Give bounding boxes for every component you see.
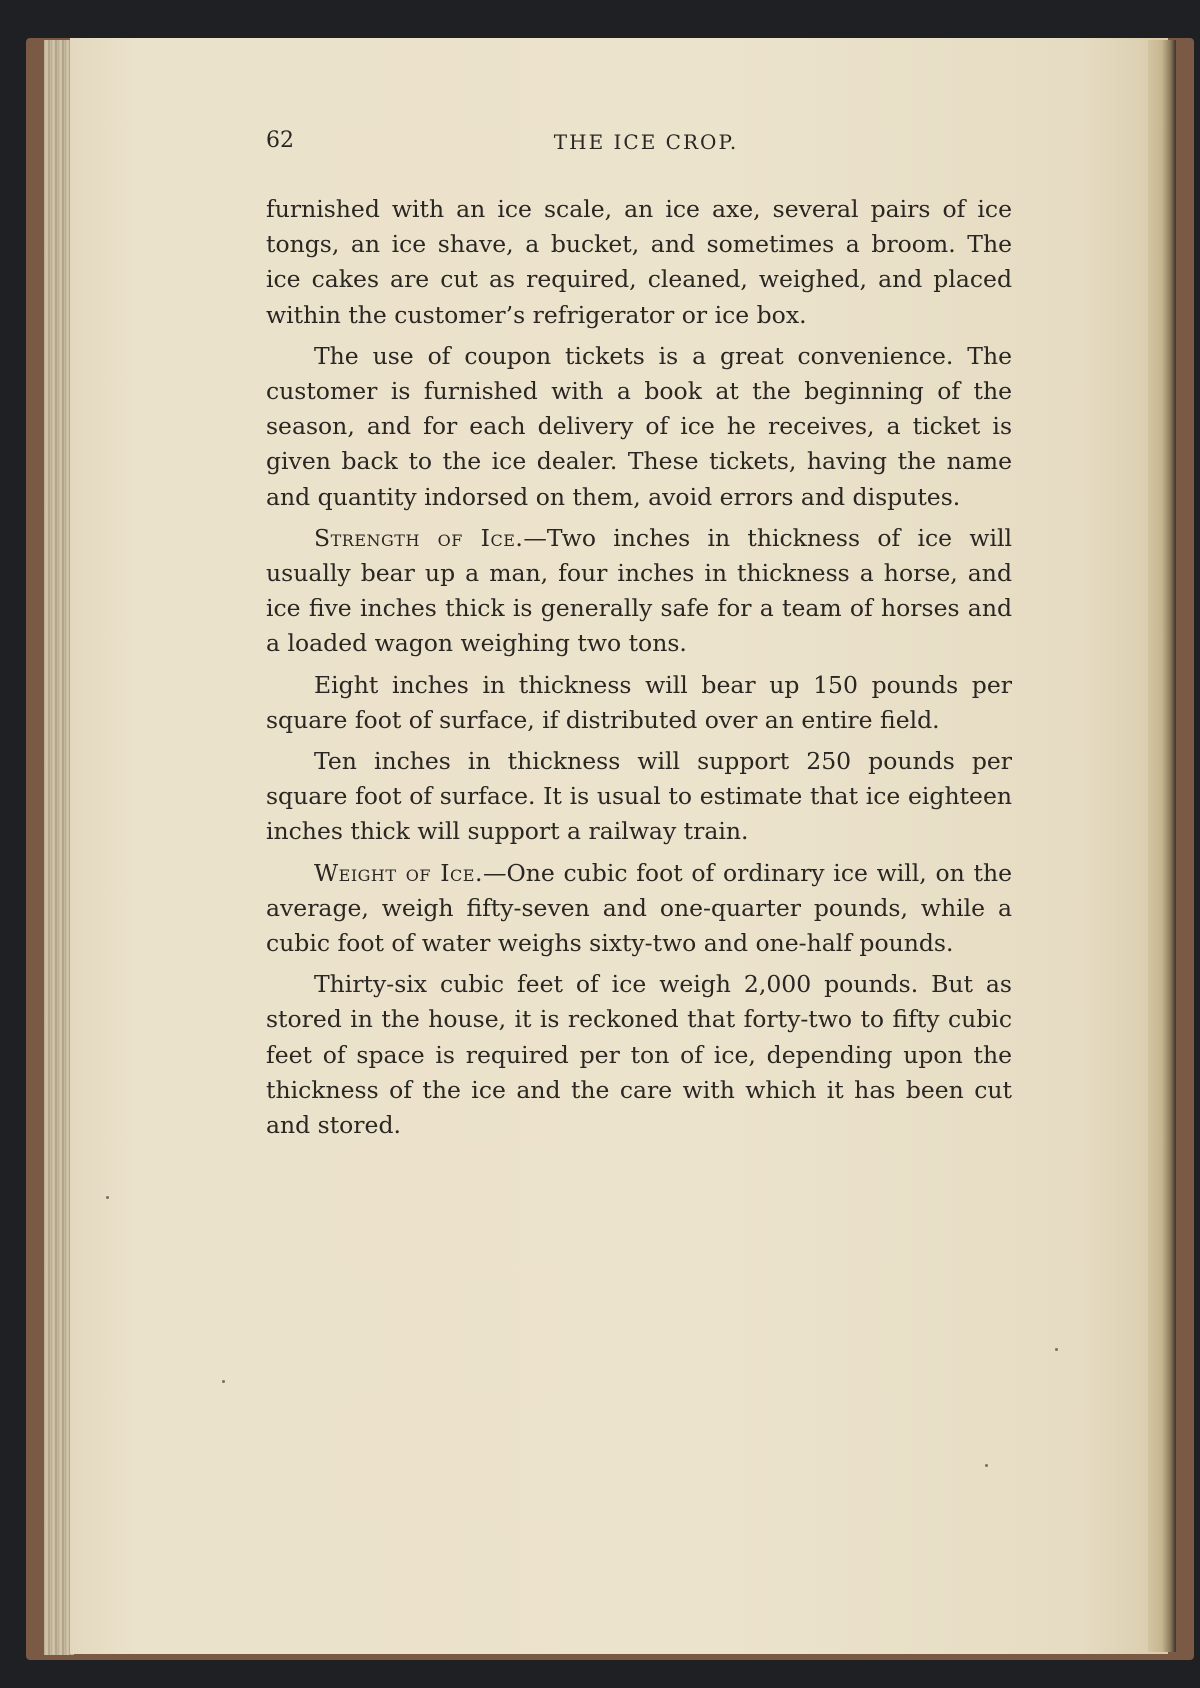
body-text [266, 192, 1012, 1143]
paragraph-7: Thirty-six cubic feet of ice weigh 2,000 pounds. But as stored in the house, it is reckoned that forty-two to fifty cubic feet of space is required per ton of ice, depending upon the thickness of the ice and the care with which it has been cut and stored. [266, 970, 1012, 1140]
paper-speck [1055, 1348, 1058, 1351]
paragraph-6-text: —One cubic foot of ordinary ice will, on the average, weigh fifty-seven and one-quarter pounds, while a cubic foot of water weighs sixty-two and one-half pounds. [266, 858, 1013, 958]
paper-speck [985, 1464, 988, 1467]
section-heading-weight: Weight of Ice. [314, 858, 483, 887]
paragraph-3-text: —Two inches in thickness of ice will usually bear up a man, four inches in thickness a horse, and ice five inches thick is generally safe for a team of horses and a loaded wagon weighing two tons. [266, 523, 1012, 658]
paper-speck [106, 1196, 109, 1199]
paragraph-5: Ten inches in thickness will support 250 pounds per square foot of surface. It is usual to estimate that ice eighteen inches thick will support a railway train. [266, 747, 1012, 846]
paragraph-4: Eight inches in thickness will bear up 150 pounds per square foot of surface, if distributed over an entire field. [266, 670, 1012, 734]
page-number: 62 [266, 128, 294, 153]
page-gutter-edge [1148, 40, 1176, 1652]
running-head [266, 128, 1012, 160]
running-title: THE ICE CROP. [553, 130, 739, 154]
paper-speck [222, 1380, 225, 1383]
paragraph-6 [266, 856, 1012, 962]
section-heading-strength: Strength of Ice. [314, 523, 524, 552]
paragraph-3 [266, 521, 1012, 662]
paragraph-2: The use of coupon tickets is a great convenience. The customer is furnished with a book at the beginning of the season, and for each delivery of ice he receives, a ticket is given back to the ice dealer. These tickets, having the name and quantity indorsed on them, avoid errors and disputes. [266, 341, 1012, 511]
paragraph-1: furnished with an ice scale, an ice axe, several pairs of ice tongs, an ice shave, a bucket, and sometimes a broom. The ice cakes are cut as required, cleaned, weighed, and placed within the customer’s refrigerator or ice box. [266, 195, 1012, 329]
